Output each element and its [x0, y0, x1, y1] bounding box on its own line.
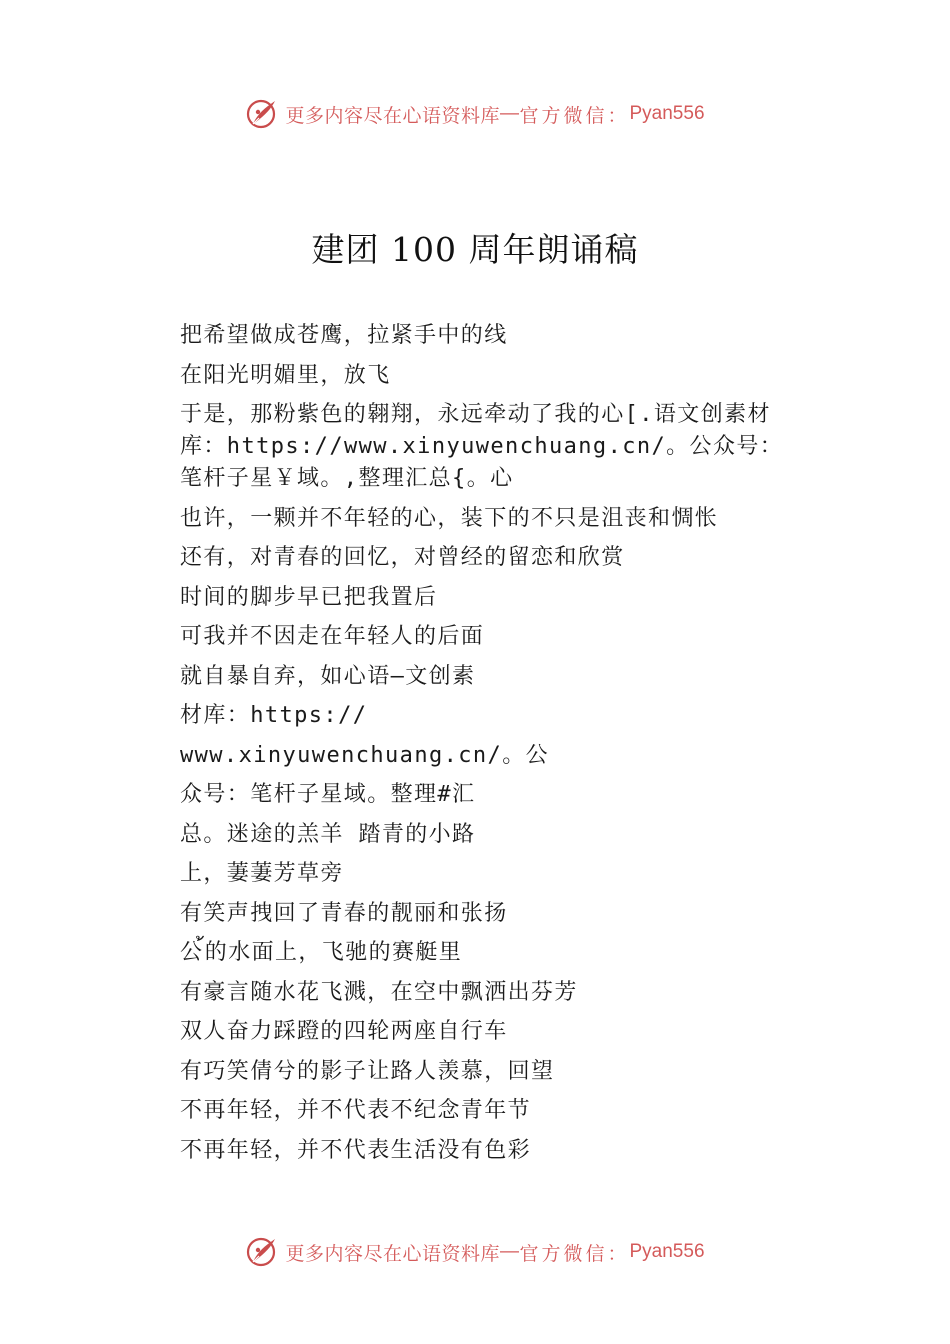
- poem-line: 上，萋萋芳草旁: [180, 861, 344, 886]
- banner-wechat-label: 官方微信：: [519, 104, 630, 127]
- banner-site-text: 更多内容尽在心语资料库: [285, 104, 500, 127]
- poem-line: 于是，那粉紫色的翱翔，永远牵动了我的心[.语文创素材库：https://www.xinyuwenchuang.cn/。公众号：笔杆子星￥域。,整理汇总{。心: [180, 402, 784, 491]
- poem-line: 就自暴自弃，如心语—文创素: [180, 663, 476, 689]
- poem-line: 不再年轻，并不代表生活没有色彩: [180, 1137, 532, 1163]
- poem-line: 不再年轻，并不代表不纪念青年节: [180, 1098, 532, 1123]
- quill-pen-logo-icon: [245, 1235, 279, 1269]
- poem-line: 时间的脚步早已把我置后: [180, 584, 438, 610]
- poem-line: 材库：https://: [180, 703, 368, 728]
- poem-line: www.xinyuwenchuang.cn/。公: [180, 742, 549, 768]
- poem-line: 公้的水面上，飞驰的赛艇里: [180, 940, 463, 965]
- poem-line: 也许，一颗并不年轻的心，装下的不只是沮丧和惆怅: [180, 505, 719, 531]
- banner-wechat-label: 官方微信：: [519, 1242, 630, 1265]
- poem-line: 把希望做成苍鹰，拉紧手中的线: [180, 323, 508, 348]
- banner-wechat-id: Pyan556: [629, 103, 705, 124]
- poem-line: 众号：笔杆子星域。整理#汇: [180, 782, 476, 807]
- quill-pen-logo-icon: [245, 97, 279, 131]
- poem-line: 总。迷途的羔羊 踏青的小路: [180, 821, 476, 847]
- page-title: 建团 100 周年朗诵稿: [311, 230, 639, 269]
- banner-site-text: 更多内容尽在心语资料库: [285, 1242, 500, 1265]
- header-banner: [0, 94, 950, 134]
- poem-line: 有笑声拽回了青春的靓丽和张扬: [180, 900, 508, 926]
- poem-body: [180, 320, 800, 1174]
- poem-line: 在阳光明媚里，放飞: [180, 362, 391, 388]
- poem-line: 可我并不因走在年轻人的后面: [180, 624, 485, 649]
- poem-line: 双人奋力踩蹬的四轮两座自行车: [180, 1019, 508, 1044]
- poem-line: 还有，对青春的回忆，对曾经的留恋和欣赏: [180, 545, 625, 570]
- banner-separator: —: [499, 103, 520, 124]
- footer-banner: [0, 1232, 950, 1272]
- poem-line: 有巧笑倩兮的影子让路人羡慕，回望: [180, 1058, 555, 1084]
- banner-wechat-id: Pyan556: [629, 1241, 705, 1262]
- banner-separator: —: [499, 1241, 520, 1262]
- poem-line: 有豪言随水花飞溅，在空中飘洒出芬芳: [180, 979, 578, 1005]
